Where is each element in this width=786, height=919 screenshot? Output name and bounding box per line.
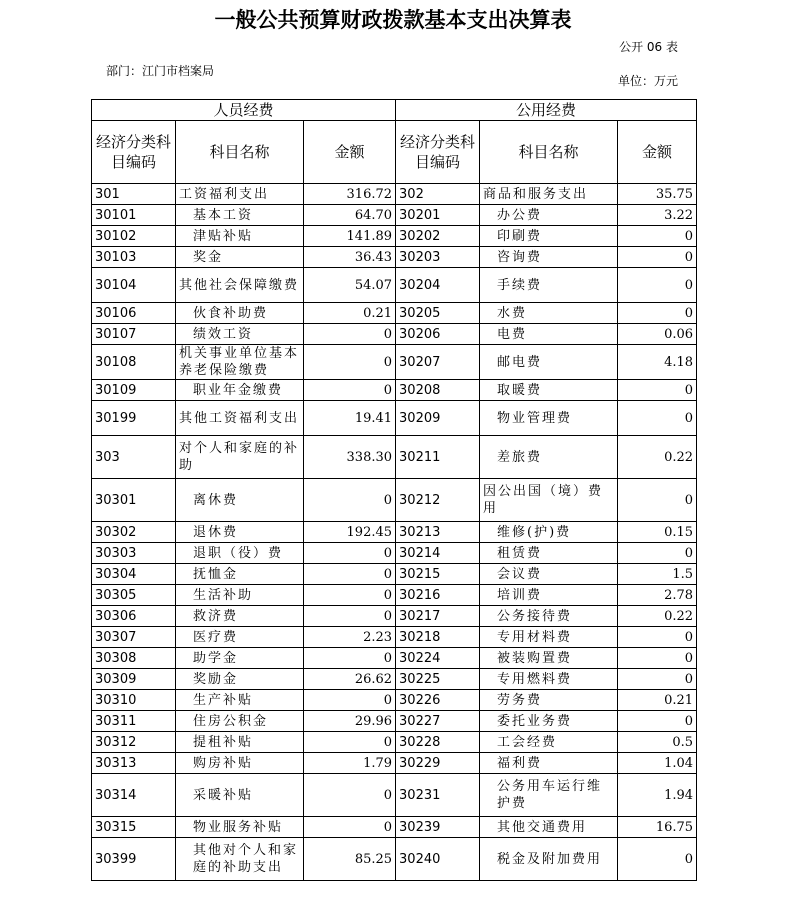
right-name-cell: 手续费	[480, 268, 618, 303]
right-code-cell: 30228	[396, 732, 480, 753]
table-row	[92, 345, 697, 380]
left-code-cell: 303	[92, 436, 176, 479]
right-amount-cell: 0.15	[618, 522, 697, 543]
left-amount-cell: 0	[304, 690, 396, 711]
table-row	[92, 436, 697, 479]
right-amount-cell: 0	[618, 648, 697, 669]
table-row	[92, 627, 697, 648]
left-code-cell: 30309	[92, 669, 176, 690]
table-row	[92, 732, 697, 753]
left-amount-cell: 19.41	[304, 401, 396, 436]
right-amount-cell: 1.94	[618, 774, 697, 817]
left-name-cell: 抚恤金	[176, 564, 304, 585]
right-name-cell: 公务接待费	[480, 606, 618, 627]
left-amount-cell: 141.89	[304, 226, 396, 247]
section-personnel: 人员经费	[92, 100, 396, 121]
table-row	[92, 711, 697, 732]
right-code-cell: 30239	[396, 817, 480, 838]
right-name-cell: 会议费	[480, 564, 618, 585]
left-amount-cell: 0.21	[304, 303, 396, 324]
right-code-cell: 30231	[396, 774, 480, 817]
table-row	[92, 564, 697, 585]
left-code-cell: 30313	[92, 753, 176, 774]
right-name-cell: 专用燃料费	[480, 669, 618, 690]
right-name-cell: 商品和服务支出	[480, 184, 618, 205]
left-name-cell: 离休费	[176, 479, 304, 522]
table-row	[92, 648, 697, 669]
left-code-cell: 30306	[92, 606, 176, 627]
right-name-cell: 培训费	[480, 585, 618, 606]
left-amount-cell: 1.79	[304, 753, 396, 774]
right-name-cell: 税金及附加费用	[480, 838, 618, 881]
right-code-cell: 30207	[396, 345, 480, 380]
left-code-cell: 30199	[92, 401, 176, 436]
left-name-cell: 物业服务补贴	[176, 817, 304, 838]
expenditure-table	[91, 99, 697, 881]
right-code-cell: 30205	[396, 303, 480, 324]
right-code-cell: 30212	[396, 479, 480, 522]
right-amount-cell: 35.75	[618, 184, 697, 205]
section-public: 公用经费	[396, 100, 697, 121]
left-code-cell: 30304	[92, 564, 176, 585]
left-amount-cell: 0	[304, 564, 396, 585]
left-code-cell: 30310	[92, 690, 176, 711]
right-code-cell: 30211	[396, 436, 480, 479]
right-code-cell: 30208	[396, 380, 480, 401]
left-amount-cell: 0	[304, 732, 396, 753]
table-row	[92, 753, 697, 774]
right-code-cell: 30227	[396, 711, 480, 732]
left-amount-cell: 0	[304, 585, 396, 606]
left-code-cell: 30109	[92, 380, 176, 401]
table-row	[92, 774, 697, 817]
left-code-cell: 301	[92, 184, 176, 205]
left-code-cell: 30106	[92, 303, 176, 324]
right-name-cell: 福利费	[480, 753, 618, 774]
right-amount-cell: 0	[618, 479, 697, 522]
left-name-cell: 奖励金	[176, 669, 304, 690]
form-number: 公开 06 表	[619, 40, 678, 54]
left-amount-cell: 316.72	[304, 184, 396, 205]
right-name-cell: 维修(护)费	[480, 522, 618, 543]
table-row	[92, 205, 697, 226]
left-amount-cell: 0	[304, 324, 396, 345]
left-name-cell: 住房公积金	[176, 711, 304, 732]
header-amount-right: 金额	[618, 121, 697, 184]
right-amount-cell: 0.22	[618, 436, 697, 479]
right-code-cell: 30215	[396, 564, 480, 585]
right-name-cell: 委托业务费	[480, 711, 618, 732]
left-code-cell: 30308	[92, 648, 176, 669]
right-name-cell: 差旅费	[480, 436, 618, 479]
left-name-cell: 奖金	[176, 247, 304, 268]
department-label: 部门：江门市档案局	[106, 64, 215, 78]
left-amount-cell: 338.30	[304, 436, 396, 479]
left-name-cell: 退职（役）费	[176, 543, 304, 564]
left-amount-cell: 0	[304, 479, 396, 522]
right-name-cell: 其他交通费用	[480, 817, 618, 838]
left-code-cell: 30103	[92, 247, 176, 268]
table-row	[92, 268, 697, 303]
right-amount-cell: 4.18	[618, 345, 697, 380]
right-amount-cell: 0	[618, 303, 697, 324]
right-code-cell: 30216	[396, 585, 480, 606]
right-code-cell: 30204	[396, 268, 480, 303]
left-amount-cell: 54.07	[304, 268, 396, 303]
right-amount-cell: 0	[618, 401, 697, 436]
table-row	[92, 247, 697, 268]
right-name-cell: 因公出国（境）费用	[480, 479, 618, 522]
right-name-cell: 公务用车运行维护费	[480, 774, 618, 817]
left-code-cell: 30303	[92, 543, 176, 564]
right-code-cell: 30240	[396, 838, 480, 881]
right-amount-cell: 0.5	[618, 732, 697, 753]
unit-label: 单位：万元	[617, 74, 678, 88]
right-name-cell: 办公费	[480, 205, 618, 226]
left-name-cell: 伙食补助费	[176, 303, 304, 324]
left-name-cell: 救济费	[176, 606, 304, 627]
right-amount-cell: 1.04	[618, 753, 697, 774]
left-code-cell: 30311	[92, 711, 176, 732]
right-amount-cell: 3.22	[618, 205, 697, 226]
table-row	[92, 838, 697, 881]
left-name-cell: 职业年金缴费	[176, 380, 304, 401]
left-amount-cell: 192.45	[304, 522, 396, 543]
table-row	[92, 606, 697, 627]
left-name-cell: 医疗费	[176, 627, 304, 648]
left-amount-cell: 29.96	[304, 711, 396, 732]
right-code-cell: 30229	[396, 753, 480, 774]
right-code-cell: 30213	[396, 522, 480, 543]
right-amount-cell: 0	[618, 268, 697, 303]
header-code-left: 经济分类科目编码	[92, 121, 176, 184]
right-amount-cell: 0	[618, 226, 697, 247]
left-name-cell: 采暖补贴	[176, 774, 304, 817]
right-amount-cell: 0	[618, 627, 697, 648]
table-row	[92, 184, 697, 205]
left-code-cell: 30108	[92, 345, 176, 380]
left-code-cell: 30302	[92, 522, 176, 543]
table-row	[92, 380, 697, 401]
left-name-cell: 对个人和家庭的补助	[176, 436, 304, 479]
right-amount-cell: 1.5	[618, 564, 697, 585]
header-amount-left: 金额	[304, 121, 396, 184]
table-row	[92, 522, 697, 543]
left-code-cell: 30314	[92, 774, 176, 817]
table-row	[92, 585, 697, 606]
left-name-cell: 其他对个人和家庭的补助支出	[176, 838, 304, 881]
table-row	[92, 817, 697, 838]
table-row	[92, 690, 697, 711]
right-name-cell: 咨询费	[480, 247, 618, 268]
right-name-cell: 专用材料费	[480, 627, 618, 648]
right-code-cell: 30202	[396, 226, 480, 247]
right-amount-cell: 0.06	[618, 324, 697, 345]
right-code-cell: 30214	[396, 543, 480, 564]
left-amount-cell: 2.23	[304, 627, 396, 648]
right-amount-cell: 16.75	[618, 817, 697, 838]
right-name-cell: 劳务费	[480, 690, 618, 711]
right-amount-cell: 0.21	[618, 690, 697, 711]
left-code-cell: 30101	[92, 205, 176, 226]
right-code-cell: 30209	[396, 401, 480, 436]
right-amount-cell: 0	[618, 543, 697, 564]
left-name-cell: 提租补贴	[176, 732, 304, 753]
table-row	[92, 226, 697, 247]
right-amount-cell: 0	[618, 838, 697, 881]
left-name-cell: 其他社会保障缴费	[176, 268, 304, 303]
table-row	[92, 324, 697, 345]
table-row	[92, 303, 697, 324]
left-name-cell: 购房补贴	[176, 753, 304, 774]
right-code-cell: 30226	[396, 690, 480, 711]
right-name-cell: 印刷费	[480, 226, 618, 247]
right-amount-cell: 0	[618, 711, 697, 732]
right-name-cell: 电费	[480, 324, 618, 345]
right-name-cell: 租赁费	[480, 543, 618, 564]
header-name-right: 科目名称	[480, 121, 618, 184]
header-name-left: 科目名称	[176, 121, 304, 184]
right-name-cell: 邮电费	[480, 345, 618, 380]
right-amount-cell: 0	[618, 669, 697, 690]
left-amount-cell: 0	[304, 606, 396, 627]
table-row	[92, 479, 697, 522]
left-amount-cell: 36.43	[304, 247, 396, 268]
left-code-cell: 30399	[92, 838, 176, 881]
left-code-cell: 30315	[92, 817, 176, 838]
table-row	[92, 401, 697, 436]
left-code-cell: 30301	[92, 479, 176, 522]
table-row	[92, 669, 697, 690]
left-amount-cell: 85.25	[304, 838, 396, 881]
right-code-cell: 30217	[396, 606, 480, 627]
left-code-cell: 30312	[92, 732, 176, 753]
left-name-cell: 津贴补贴	[176, 226, 304, 247]
right-name-cell: 工会经费	[480, 732, 618, 753]
right-name-cell: 物业管理费	[480, 401, 618, 436]
left-name-cell: 生活补助	[176, 585, 304, 606]
right-code-cell: 30206	[396, 324, 480, 345]
left-code-cell: 30104	[92, 268, 176, 303]
left-amount-cell: 0	[304, 648, 396, 669]
right-code-cell: 30224	[396, 648, 480, 669]
right-code-cell: 302	[396, 184, 480, 205]
left-name-cell: 退休费	[176, 522, 304, 543]
left-code-cell: 30305	[92, 585, 176, 606]
left-amount-cell: 0	[304, 380, 396, 401]
header-code-right: 经济分类科目编码	[396, 121, 480, 184]
left-name-cell: 机关事业单位基本养老保险缴费	[176, 345, 304, 380]
left-code-cell: 30102	[92, 226, 176, 247]
right-code-cell: 30203	[396, 247, 480, 268]
left-name-cell: 助学金	[176, 648, 304, 669]
right-name-cell: 被装购置费	[480, 648, 618, 669]
report-title: 一般公共预算财政拨款基本支出决算表	[214, 7, 572, 32]
left-amount-cell: 0	[304, 817, 396, 838]
right-code-cell: 30201	[396, 205, 480, 226]
left-code-cell: 30307	[92, 627, 176, 648]
table-row	[92, 543, 697, 564]
left-amount-cell: 0	[304, 345, 396, 380]
left-name-cell: 工资福利支出	[176, 184, 304, 205]
left-name-cell: 绩效工资	[176, 324, 304, 345]
right-amount-cell: 2.78	[618, 585, 697, 606]
left-code-cell: 30107	[92, 324, 176, 345]
right-name-cell: 取暖费	[480, 380, 618, 401]
left-name-cell: 生产补贴	[176, 690, 304, 711]
right-amount-cell: 0	[618, 380, 697, 401]
right-code-cell: 30225	[396, 669, 480, 690]
right-amount-cell: 0	[618, 247, 697, 268]
left-amount-cell: 26.62	[304, 669, 396, 690]
left-amount-cell: 64.70	[304, 205, 396, 226]
right-name-cell: 水费	[480, 303, 618, 324]
right-code-cell: 30218	[396, 627, 480, 648]
left-name-cell: 基本工资	[176, 205, 304, 226]
left-name-cell: 其他工资福利支出	[176, 401, 304, 436]
left-amount-cell: 0	[304, 774, 396, 817]
right-amount-cell: 0.22	[618, 606, 697, 627]
left-amount-cell: 0	[304, 543, 396, 564]
